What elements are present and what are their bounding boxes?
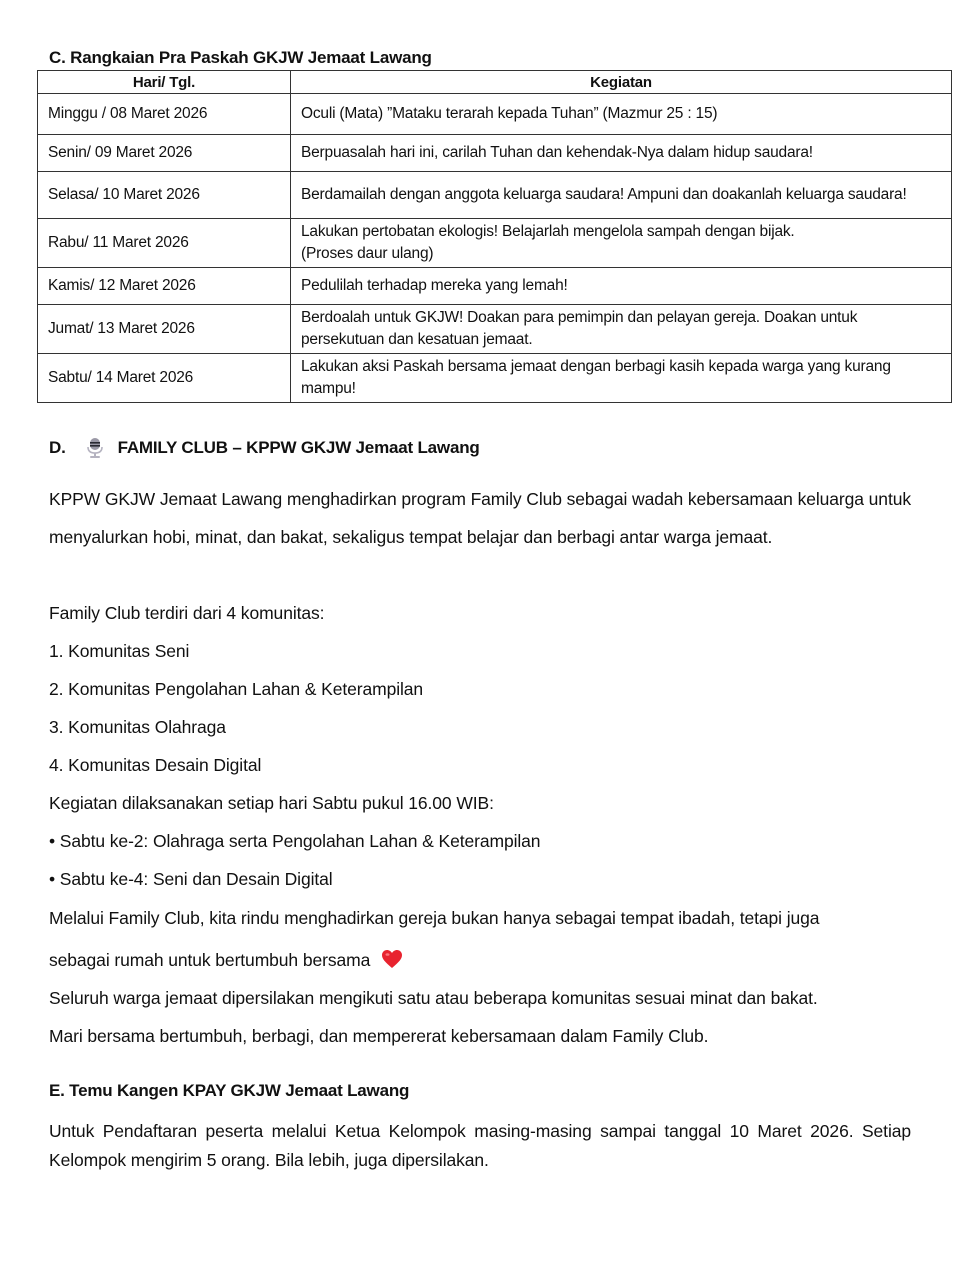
red-heart-icon (381, 949, 403, 969)
column-header-day: Hari/ Tgl. (38, 71, 291, 94)
table-row (38, 172, 952, 219)
closing-line-with-heart (49, 949, 403, 971)
community-item: 4. Komunitas Desain Digital (49, 755, 262, 775)
table-header-row (38, 71, 952, 94)
day-cell: Rabu/ 11 Maret 2026 (38, 219, 291, 268)
activity-cell: Pedulilah terhadap mereka yang lemah! (291, 268, 952, 305)
section-d-heading (49, 437, 480, 459)
community-item: 1. Komunitas Seni (49, 641, 190, 661)
table-row (38, 219, 952, 268)
community-item: 3. Komunitas Olahraga (49, 717, 226, 737)
closing-line: Mari bersama bertumbuh, berbagi, dan mempererat kebersamaan dalam Family Club. (49, 1026, 709, 1046)
table-row (38, 354, 952, 403)
day-cell: Jumat/ 13 Maret 2026 (38, 305, 291, 354)
studio-microphone-icon (86, 437, 104, 459)
section-e-heading: E. Temu Kangen KPAY GKJW Jemaat Lawang (49, 1081, 410, 1100)
activity-cell: Lakukan aksi Paskah bersama jemaat dengan berbagi kasih kepada warga yang kurang mampu! (291, 354, 952, 403)
section-c-heading: C. Rangkaian Pra Paskah GKJW Jemaat Lawang (49, 48, 432, 67)
schedule-item: • Sabtu ke-4: Seni dan Desain Digital (49, 869, 333, 889)
activity-cell: Berdamailah dengan anggota keluarga saudara! Ampuni dan doakanlah keluarga saudara! (291, 172, 952, 219)
table-row (38, 268, 952, 305)
activity-line: Lakukan pertobatan ekologis! Belajarlah mengelola sampah dengan bijak. (301, 223, 795, 240)
community-item: 2. Komunitas Pengolahan Lahan & Keterampilan (49, 679, 424, 699)
day-cell: Sabtu/ 14 Maret 2026 (38, 354, 291, 403)
day-cell: Minggu / 08 Maret 2026 (38, 94, 291, 135)
activity-cell: Berpuasalah hari ini, carilah Tuhan dan kehendak-Nya dalam hidup saudara! (291, 135, 952, 172)
table-row (38, 94, 952, 135)
closing-line: Melalui Family Club, kita rindu menghadirkan gereja bukan hanya sebagai tempat ibadah, tetapi juga (49, 908, 820, 928)
section-d-title: FAMILY CLUB – KPPW GKJW Jemaat Lawang (117, 438, 480, 457)
section-e-body: Untuk Pendaftaran peserta melalui Ketua Kelompok masing-masing sampai tanggal 10 Maret 2026. Setiap Kelompok mengirim 5 orang. Bila lebih, juga dipersilakan. (49, 1121, 911, 1170)
schedule-item: • Sabtu ke-2: Olahraga serta Pengolahan Lahan & Keterampilan (49, 831, 541, 851)
closing-text: sebagai rumah untuk bertumbuh bersama (49, 950, 371, 970)
day-cell: Senin/ 09 Maret 2026 (38, 135, 291, 172)
day-cell: Kamis/ 12 Maret 2026 (38, 268, 291, 305)
activity-line: (Proses daur ulang) (301, 245, 434, 262)
lent-schedule-table (37, 70, 952, 403)
family-club-intro: KPPW GKJW Jemaat Lawang menghadirkan program Family Club sebagai wadah kebersamaan keluarga untuk menyalurkan hobi, minat, dan bakat, sekaligus tempat belajar dan berbagi antar warga jemaat. (49, 489, 911, 547)
activity-cell (291, 219, 952, 268)
column-header-activity: Kegiatan (291, 71, 952, 94)
day-cell: Selasa/ 10 Maret 2026 (38, 172, 291, 219)
communities-label: Family Club terdiri dari 4 komunitas: (49, 603, 325, 623)
section-d-prefix: D. (49, 438, 66, 457)
table-row (38, 305, 952, 354)
schedule-label: Kegiatan dilaksanakan setiap hari Sabtu pukul 16.00 WIB: (49, 793, 494, 813)
activity-cell: Oculi (Mata) ”Mataku terarah kepada Tuhan” (Mazmur 25 : 15) (291, 94, 952, 135)
activity-cell: Berdoalah untuk GKJW! Doakan para pemimpin dan pelayan gereja. Doakan untuk persekutuan dan kesatuan jemaat. (291, 305, 952, 354)
closing-line: Seluruh warga jemaat dipersilakan mengikuti satu atau beberapa komunitas sesuai minat dan bakat. (49, 988, 818, 1008)
table-row (38, 135, 952, 172)
